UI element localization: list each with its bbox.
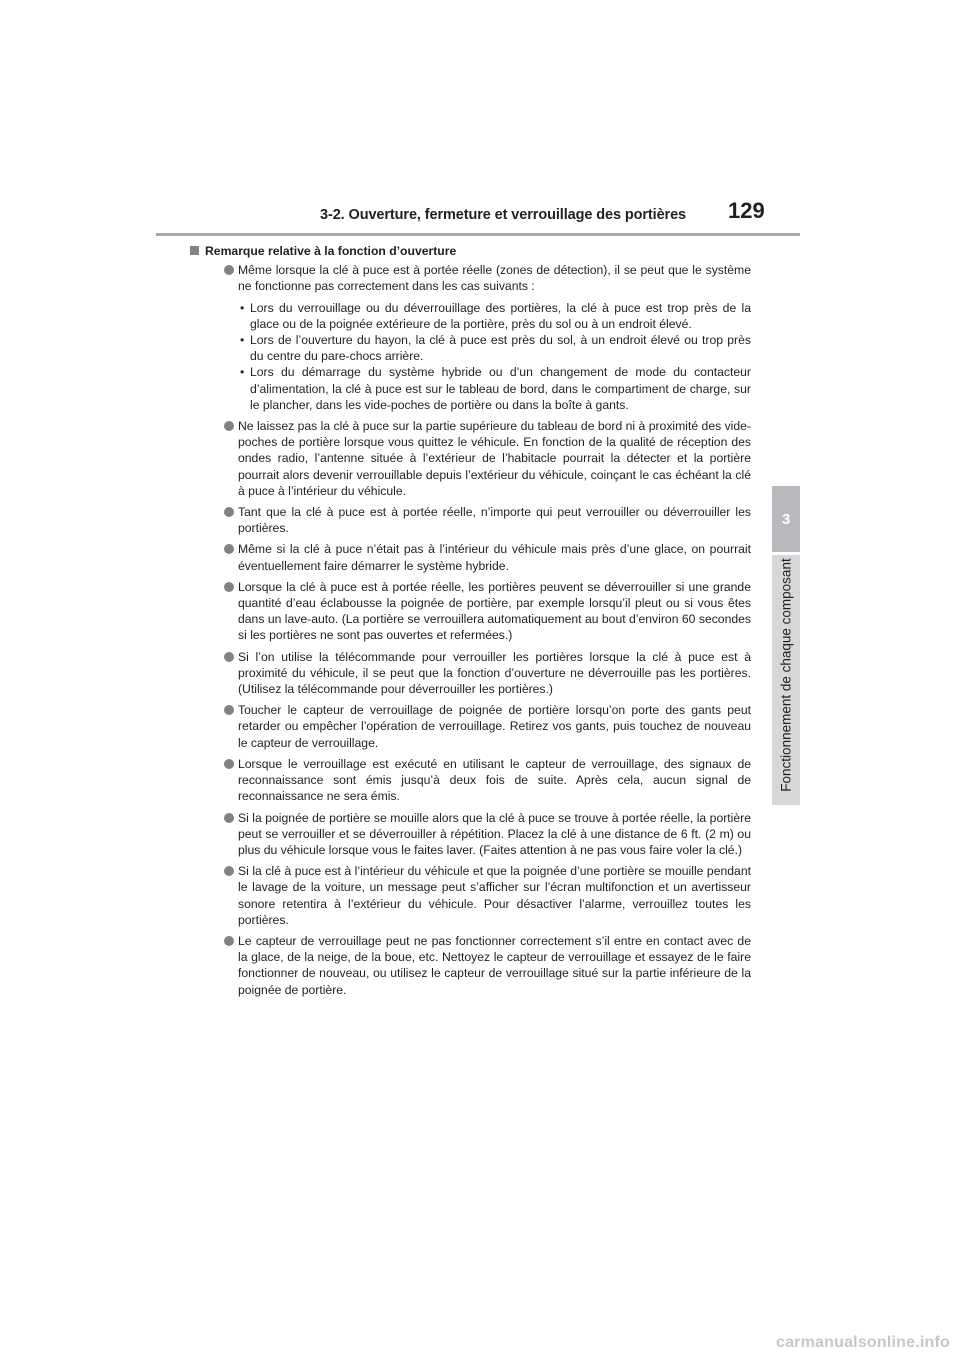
section-heading: [190, 243, 751, 259]
round-bullet-icon: [224, 582, 234, 592]
list-item: [207, 649, 751, 698]
list-item: [207, 933, 751, 998]
sub-bullet-icon: •: [240, 300, 245, 315]
sub-list-item-text: Lors du démarrage du système hybride ou d’un changement de mode du contacteur d’alimentation, la clé à puce est sur le tableau de bord, dans le compartiment de charge, sur le plancher, dans les vide-poches de portière ou dans la boîte à gants.: [250, 365, 751, 412]
list-item: [207, 418, 751, 499]
sub-list-item-text: Lors du verrouillage ou du déverrouillage des portières, la clé à puce est trop près de la glace ou de la poignée extérieure de la portière, près du sol ou à un endroit élevé.: [250, 300, 751, 331]
chapter-number-box: [772, 486, 800, 552]
list-item-text: Tant que la clé à puce est à portée réelle, n’importe qui peut verrouiller ou déverrouiller les portières.: [238, 505, 751, 536]
list-item-text: Lorsque le verrouillage est exécuté en utilisant le capteur de verrouillage, des signaux de reconnaissance sont émis jusqu’à deux fois de suite. Après cela, aucun signal de reconnaissance ne sera émis.: [238, 756, 751, 804]
page-number: 129: [728, 198, 765, 223]
list-item-text: Toucher le capteur de verrouillage de poignée de portière lorsqu’on porte des gants peut retarder ou empêcher l’opération de verrouillage. Retirez vos gants, puis touchez de nouveau le capteur de verrouillage.: [238, 703, 751, 750]
list-item: [207, 541, 751, 573]
section-heading-text: Remarque relative à la fonction d’ouverture: [205, 244, 457, 258]
round-bullet-icon: [224, 265, 234, 275]
list-item: [207, 504, 751, 536]
list-item-text: Si la clé à puce est à l’intérieur du véhicule et que la poignée d’une portière se mouille pendant le lavage de la voiture, un message peut s’afficher sur l’écran multifonction et un avertisseur sonore retentira à l’extérieur du véhicule. Pour désactiver l’alarme, verrouillez toutes les portières.: [238, 864, 751, 927]
main-content: [207, 243, 751, 1003]
list-item-text: Ne laissez pas la clé à puce sur la partie supérieure du tableau de bord ni à proximité des vide-poches de portière lorsque vous quittez le véhicule. En fonction de la qualité de réception des ondes radio, l’antenne située à l’extérieur de l’habitacle pourrait la détecter et la portière pourrait alors devenir verrouillable depuis l’extérieur du véhicule, coinçant le cas échéant la clé à puce à l’intérieur du véhicule.: [238, 419, 751, 498]
list-item: [207, 863, 751, 928]
round-bullet-icon: [224, 813, 234, 823]
header-divider: [156, 233, 800, 236]
list-item: [207, 810, 751, 859]
watermark: carmanualsonline.info: [775, 1334, 950, 1351]
round-bullet-icon: [224, 507, 234, 517]
round-bullet-icon: [224, 705, 234, 715]
list-item: [207, 702, 751, 751]
chapter-label: Fonctionnement de chaque composant: [778, 558, 794, 792]
list-item: [207, 262, 751, 294]
square-bullet-icon: [190, 246, 199, 255]
round-bullet-icon: [224, 936, 234, 946]
sub-list-item: [207, 332, 751, 364]
round-bullet-icon: [224, 652, 234, 662]
list-item: [207, 579, 751, 644]
list-item-text: Lorsque la clé à puce est à portée réelle, les portières peuvent se déverrouiller si une grande quantité d’eau éclabousse la poignée de portière, par exemple lorsqu’il pleut ou si vous êtes dans un lave-auto. (La portière se verrouillera automatiquement au bout d’environ 60 secondes si les portières ne sont pas ouvertes et refermées.): [238, 579, 751, 643]
list-item-text: Si la poignée de portière se mouille alors que la clé à puce se trouve à portée réelle, la portière peut se verrouiller et se déverrouiller à répétition. Placez la clé à une distance de 6 ft. (2 m) ou plus du véhicule lorsque vous le faites laver. (Faites attention à ne pas vous faire voler la clé.): [238, 810, 751, 857]
round-bullet-icon: [224, 759, 234, 769]
round-bullet-icon: [224, 421, 234, 431]
list-item-text: Le capteur de verrouillage peut ne pas fonctionner correctement s’il entre en contact avec de la glace, de la neige, de la boue, etc. Nettoyez le capteur de verrouillage et essayez de le faire fonctionner de nouveau, ou utilisez le capteur de verrouillage situé sur la partie inférieure de la poignée de portière.: [238, 933, 751, 997]
list-item-text: Même lorsque la clé à puce est à portée réelle (zones de détection), il se peut que le système ne fonctionne pas correctement dans les cas suivants :: [238, 263, 751, 294]
round-bullet-icon: [224, 544, 234, 554]
chapter-number: 3: [781, 510, 791, 528]
sub-list-item-text: Lors de l’ouverture du hayon, la clé à puce est près du sol, à un endroit élevé ou trop près du centre du pare-chocs arrière.: [250, 333, 751, 364]
list-item-text: Si l’on utilise la télécommande pour verrouiller les portières lorsque la clé à puce est à proximité du véhicule, il se peut que la fonction d’ouverture ne déverrouille pas les portières. (Utilisez la télécommande pour déverrouiller les portières.): [238, 649, 751, 697]
section-title: 3-2. Ouverture, fermeture et verrouillage des portières: [320, 207, 686, 223]
sub-bullet-icon: •: [240, 333, 245, 348]
sub-bullet-icon: •: [240, 365, 245, 380]
list-item-text: Même si la clé à puce n’était pas à l’intérieur du véhicule mais près d’une glace, on pourrait éventuellement faire démarrer le système hybride.: [238, 542, 751, 573]
list-item: [207, 756, 751, 805]
sub-list-item: [207, 300, 751, 332]
sub-list-item: [207, 364, 751, 413]
round-bullet-icon: [224, 866, 234, 876]
